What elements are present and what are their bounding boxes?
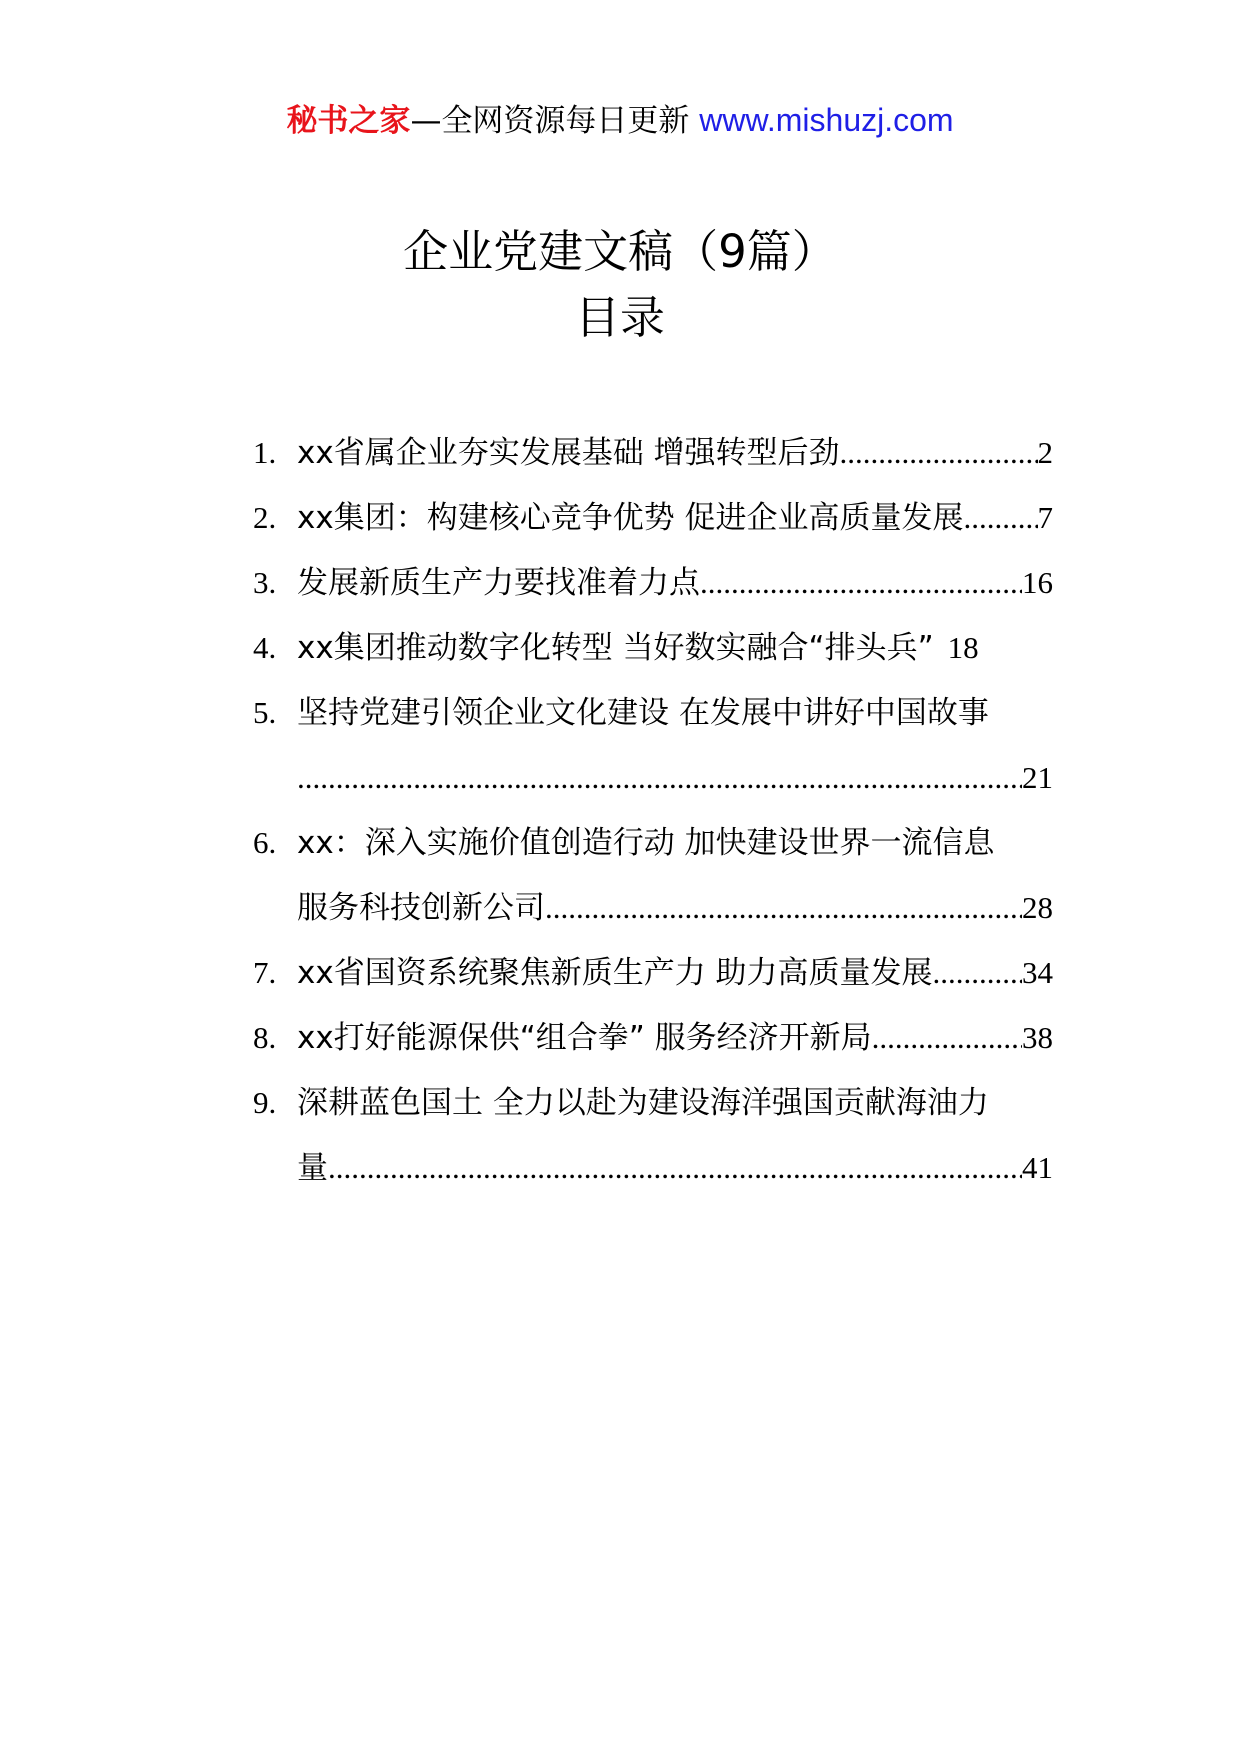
toc-entry-page: 41 xyxy=(1022,1150,1053,1185)
toc-entry-page: 7 xyxy=(1037,500,1053,535)
toc-entry-page: 38 xyxy=(1022,1020,1053,1055)
toc-entry-number: 1. xyxy=(253,435,277,470)
toc-entry[interactable] xyxy=(253,550,1053,615)
toc-leader-dots xyxy=(328,1135,1022,1200)
toc-entry-number: 8. xyxy=(253,1020,277,1055)
toc-entry-number: 2. xyxy=(253,500,277,535)
toc-leader-dots xyxy=(964,485,1038,550)
toc-entry[interactable] xyxy=(253,680,1053,745)
site-header xyxy=(0,100,1240,141)
toc-entry-continuation[interactable] xyxy=(253,745,1053,810)
document-title: 企业党建文稿（9篇） xyxy=(403,225,837,278)
toc-entry-title: xx集团：构建核心竞争优势 促进企业高质量发展 xyxy=(297,500,964,536)
toc-entry[interactable] xyxy=(253,485,1053,550)
toc-entry-continuation[interactable] xyxy=(253,1135,1053,1200)
toc-entry-number: 4. xyxy=(253,630,277,665)
toc-entry-title-cont: 服务科技创新公司 xyxy=(297,890,545,926)
toc-entry-title: xx省国资系统聚焦新质生产力 助力高质量发展 xyxy=(297,955,933,991)
toc-leader-dots xyxy=(700,550,1022,615)
toc-entry-page: 2 xyxy=(1037,435,1053,470)
toc-entry-number: 9. xyxy=(253,1085,277,1120)
toc-entry-page: 16 xyxy=(1022,565,1053,600)
toc-entry-number: 6. xyxy=(253,825,277,860)
toc-heading: 目录 xyxy=(574,291,665,344)
toc-entry-title: xx：深入实施价值创造行动 加快建设世界一流信息 xyxy=(297,825,995,861)
toc-leader-dots xyxy=(545,875,1022,940)
toc-leader-dots xyxy=(297,745,1022,810)
header-tagline: —全网资源每日更新 xyxy=(410,103,700,139)
toc-entry-number: 3. xyxy=(253,565,277,600)
table-of-contents xyxy=(253,420,1053,1200)
toc-entry-title-cont: 量 xyxy=(297,1150,328,1186)
toc-entry-title: xx集团推动数字化转型 当好数实融合“排头兵” xyxy=(297,630,934,666)
toc-entry-title: 深耕蓝色国土 全力以赴为建设海洋强国贡献海油力 xyxy=(297,1085,989,1121)
toc-entry-page: 34 xyxy=(1022,955,1053,990)
toc-leader-dots xyxy=(872,1005,1022,1070)
toc-entry-title: 坚持党建引领企业文化建设 在发展中讲好中国故事 xyxy=(297,695,989,731)
toc-entry[interactable] xyxy=(253,1005,1053,1070)
toc-entry-page: 18 xyxy=(947,630,979,665)
toc-entry[interactable] xyxy=(253,810,1053,875)
toc-entry[interactable] xyxy=(253,615,1053,680)
toc-entry-continuation[interactable] xyxy=(253,875,1053,940)
brand-name: 秘书之家 xyxy=(286,103,411,139)
site-url[interactable]: www.mishuzj.com xyxy=(699,102,954,138)
toc-leader-dots xyxy=(933,940,1022,1005)
toc-entry-title: 发展新质生产力要找准着力点 xyxy=(297,565,700,601)
toc-entry-number: 5. xyxy=(253,695,277,730)
toc-entry-title: xx打好能源保供“组合拳” 服务经济开新局 xyxy=(297,1020,872,1056)
toc-entry-page: 28 xyxy=(1022,890,1053,925)
toc-entry[interactable] xyxy=(253,420,1053,485)
toc-entry-page: 21 xyxy=(1022,760,1053,795)
toc-leader-dots xyxy=(840,420,1038,485)
toc-entry[interactable] xyxy=(253,1070,1053,1135)
toc-entry[interactable] xyxy=(253,940,1053,1005)
toc-entry-title: xx省属企业夯实发展基础 增强转型后劲 xyxy=(297,435,840,471)
toc-entry-number: 7. xyxy=(253,955,277,990)
